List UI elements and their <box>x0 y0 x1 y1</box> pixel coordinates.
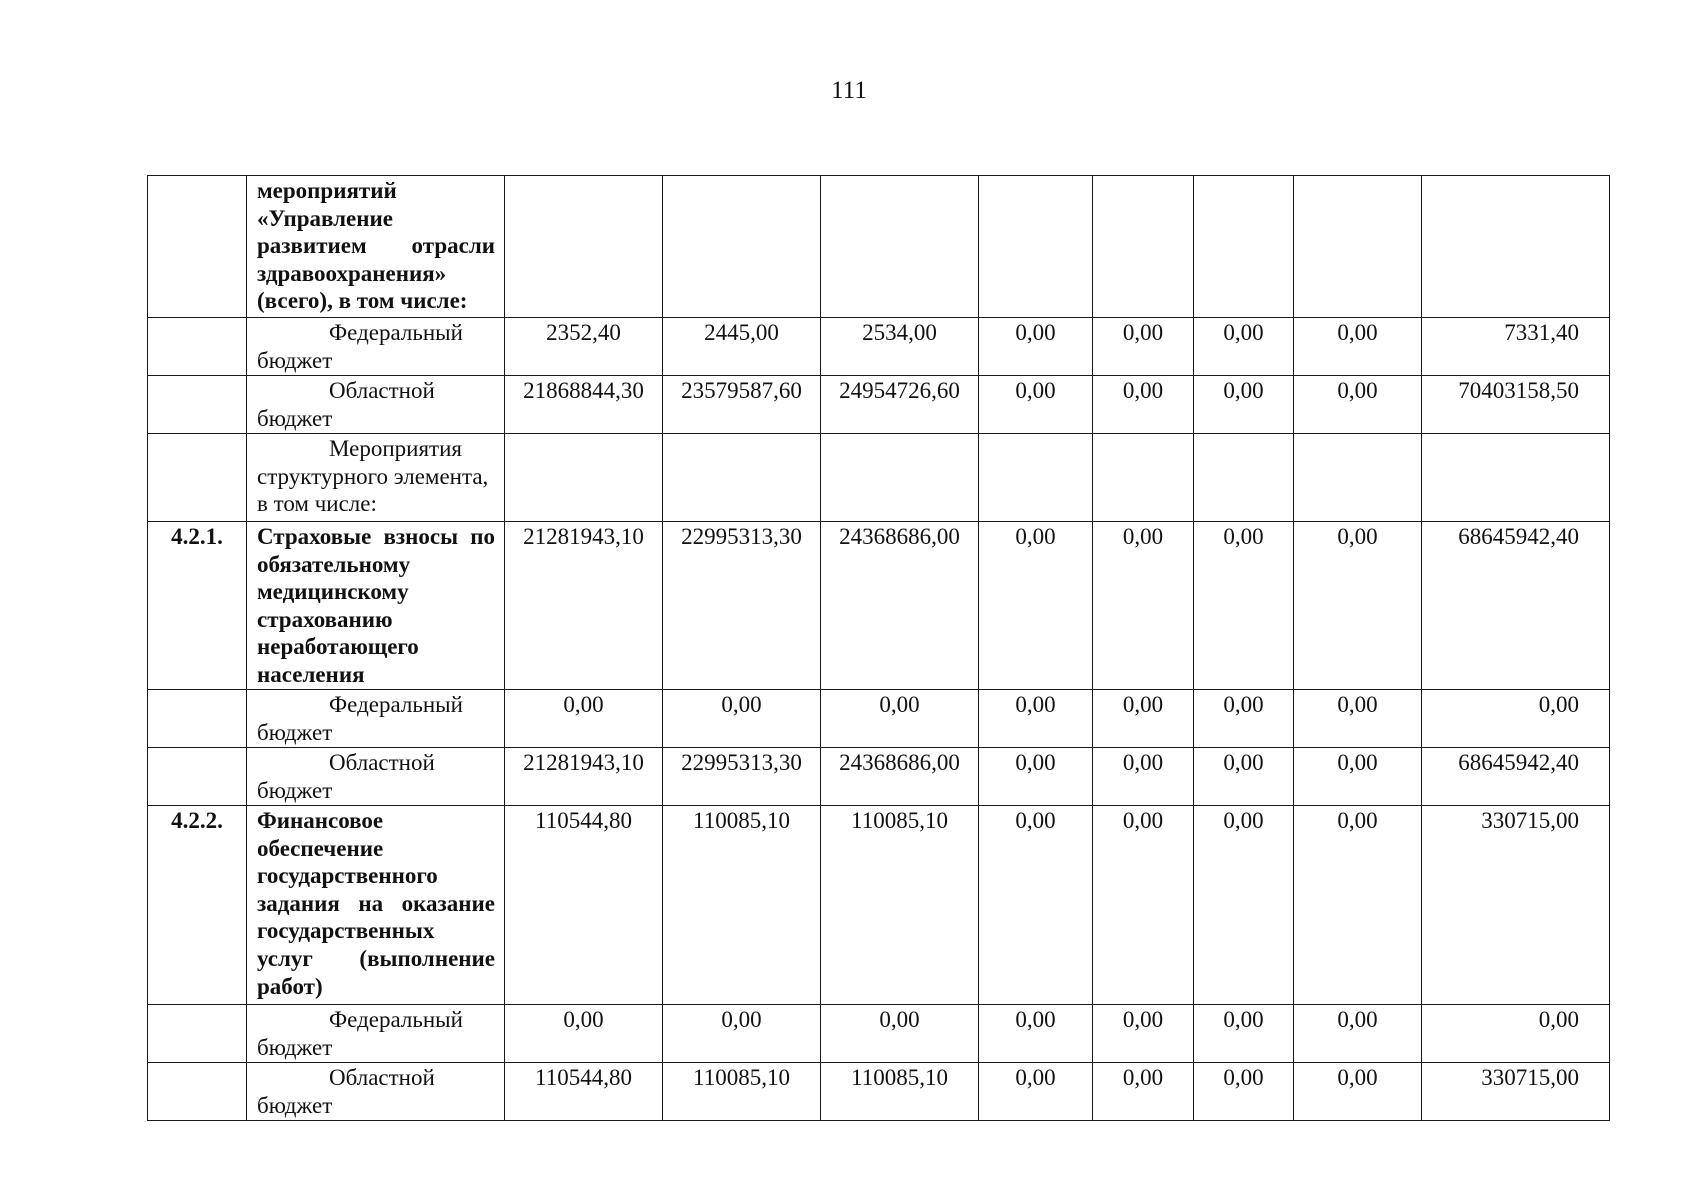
row-name-cell <box>247 522 505 690</box>
row-number-cell <box>148 1005 247 1063</box>
value-cell: 0,00 <box>505 1005 663 1063</box>
total-value-cell: 7331,40 <box>1422 318 1610 376</box>
value-cell: 2352,40 <box>505 318 663 376</box>
value-cell: 0,00 <box>1093 690 1194 748</box>
total-value-cell: 330715,00 <box>1422 806 1610 1005</box>
value-cell: 110544,80 <box>505 1063 663 1121</box>
value-cell: 110085,10 <box>821 1063 979 1121</box>
value-cell <box>1093 176 1194 318</box>
table-body <box>148 176 1610 1121</box>
value-cell: 2445,00 <box>663 318 821 376</box>
value-cell: 0,00 <box>1194 376 1294 434</box>
value-cell: 0,00 <box>1294 806 1422 1005</box>
value-cell <box>979 434 1093 522</box>
value-cell: 0,00 <box>979 806 1093 1005</box>
value-cell: 0,00 <box>1194 806 1294 1005</box>
value-cell <box>1093 434 1194 522</box>
total-value-cell: 0,00 <box>1422 1005 1610 1063</box>
value-cell: 0,00 <box>1093 1005 1194 1063</box>
value-cell: 0,00 <box>1194 318 1294 376</box>
row-name-text: Финансовое обеспечение государственного задания на оказание государственных услуг (выполнение работ) <box>257 808 495 999</box>
value-cell: 110085,10 <box>663 806 821 1005</box>
value-cell: 0,00 <box>1093 522 1194 690</box>
value-cell: 0,00 <box>979 748 1093 806</box>
total-value-cell <box>1422 176 1610 318</box>
value-cell <box>821 434 979 522</box>
row-name-cell <box>247 748 505 806</box>
total-value-cell: 68645942,40 <box>1422 748 1610 806</box>
value-cell <box>1194 434 1294 522</box>
row-number-cell <box>148 1063 247 1121</box>
value-cell <box>663 434 821 522</box>
row-name-text: Федеральный бюджет <box>257 1007 463 1060</box>
table-row <box>148 1063 1610 1121</box>
value-cell: 0,00 <box>663 690 821 748</box>
row-name-cell <box>247 318 505 376</box>
row-number-cell <box>148 376 247 434</box>
row-number-cell: 4.2.2. <box>148 806 247 1005</box>
value-cell: 0,00 <box>1294 522 1422 690</box>
value-cell: 24368686,00 <box>821 522 979 690</box>
row-name-text: Мероприятия структурного элемента, в том числе: <box>257 436 489 517</box>
total-value-cell <box>1422 434 1610 522</box>
value-cell <box>979 176 1093 318</box>
value-cell: 0,00 <box>1294 376 1422 434</box>
row-name-text: Областной бюджет <box>257 750 435 803</box>
value-cell <box>821 176 979 318</box>
row-number-cell <box>148 690 247 748</box>
page-number: 111 <box>831 77 867 104</box>
value-cell: 21281943,10 <box>505 748 663 806</box>
value-cell <box>505 434 663 522</box>
table-row <box>148 318 1610 376</box>
value-cell: 23579587,60 <box>663 376 821 434</box>
row-name-text: Областной бюджет <box>257 378 435 431</box>
table-row <box>148 434 1610 522</box>
value-cell: 0,00 <box>1093 376 1194 434</box>
row-name-text: Страховые взносы по обязательному медицинскому страхованию неработающего населения <box>257 524 495 687</box>
value-cell: 0,00 <box>979 376 1093 434</box>
value-cell: 0,00 <box>821 690 979 748</box>
row-name-cell <box>247 176 505 318</box>
value-cell: 0,00 <box>1194 690 1294 748</box>
value-cell: 0,00 <box>663 1005 821 1063</box>
total-value-cell: 0,00 <box>1422 690 1610 748</box>
value-cell: 22995313,30 <box>663 748 821 806</box>
value-cell: 0,00 <box>1294 1063 1422 1121</box>
value-cell: 0,00 <box>1194 1005 1294 1063</box>
row-name-cell <box>247 376 505 434</box>
total-value-cell: 68645942,40 <box>1422 522 1610 690</box>
row-number-cell: 4.2.1. <box>148 522 247 690</box>
row-name-text: мероприятий «Управление развитием отрасли здравоохранения» (всего), в том числе: <box>257 178 495 314</box>
value-cell: 0,00 <box>1294 1005 1422 1063</box>
value-cell <box>663 176 821 318</box>
total-value-cell: 70403158,50 <box>1422 376 1610 434</box>
table-row <box>148 1005 1610 1063</box>
value-cell: 0,00 <box>1093 806 1194 1005</box>
value-cell <box>1294 176 1422 318</box>
value-cell: 21868844,30 <box>505 376 663 434</box>
value-cell <box>505 176 663 318</box>
row-name-cell <box>247 690 505 748</box>
value-cell: 21281943,10 <box>505 522 663 690</box>
table-row <box>148 376 1610 434</box>
row-number-cell <box>148 748 247 806</box>
row-number-cell <box>148 434 247 522</box>
value-cell: 0,00 <box>979 690 1093 748</box>
value-cell: 0,00 <box>1194 522 1294 690</box>
row-name-cell <box>247 1005 505 1063</box>
value-cell <box>1294 434 1422 522</box>
value-cell: 0,00 <box>1194 1063 1294 1121</box>
value-cell: 0,00 <box>505 690 663 748</box>
row-number-cell <box>148 176 247 318</box>
value-cell: 0,00 <box>979 522 1093 690</box>
table-row <box>148 176 1610 318</box>
value-cell: 0,00 <box>1093 1063 1194 1121</box>
value-cell: 0,00 <box>1294 690 1422 748</box>
value-cell: 110085,10 <box>663 1063 821 1121</box>
row-name-cell <box>247 434 505 522</box>
value-cell: 0,00 <box>1093 748 1194 806</box>
budget-table <box>147 175 1610 1121</box>
row-number-cell <box>148 318 247 376</box>
value-cell <box>1194 176 1294 318</box>
table-row <box>148 690 1610 748</box>
value-cell: 110544,80 <box>505 806 663 1005</box>
value-cell: 110085,10 <box>821 806 979 1005</box>
value-cell: 2534,00 <box>821 318 979 376</box>
value-cell: 22995313,30 <box>663 522 821 690</box>
total-value-cell: 330715,00 <box>1422 1063 1610 1121</box>
table-row <box>148 748 1610 806</box>
value-cell: 0,00 <box>979 318 1093 376</box>
table-row <box>148 806 1610 1005</box>
value-cell: 24954726,60 <box>821 376 979 434</box>
value-cell: 24368686,00 <box>821 748 979 806</box>
row-name-text: Областной бюджет <box>257 1065 435 1118</box>
value-cell: 0,00 <box>979 1005 1093 1063</box>
row-name-cell <box>247 806 505 1005</box>
value-cell: 0,00 <box>821 1005 979 1063</box>
row-name-text: Федеральный бюджет <box>257 692 463 745</box>
value-cell: 0,00 <box>979 1063 1093 1121</box>
table-row <box>148 522 1610 690</box>
value-cell: 0,00 <box>1294 748 1422 806</box>
row-name-cell <box>247 1063 505 1121</box>
row-name-text: Федеральный бюджет <box>257 320 463 373</box>
value-cell: 0,00 <box>1093 318 1194 376</box>
value-cell: 0,00 <box>1194 748 1294 806</box>
value-cell: 0,00 <box>1294 318 1422 376</box>
